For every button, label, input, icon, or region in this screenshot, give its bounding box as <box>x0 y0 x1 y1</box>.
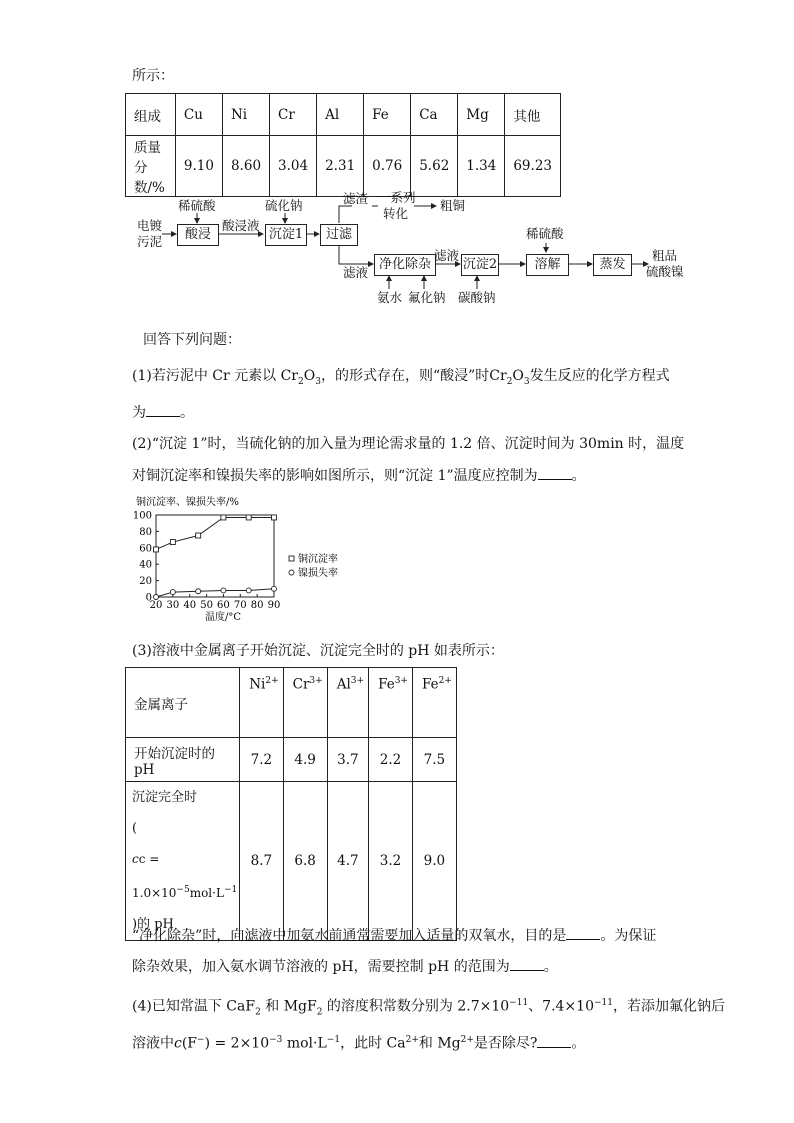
data-point-square <box>246 515 251 520</box>
sodium-sulfide-label: 硫化钠 <box>265 198 303 213</box>
series-label-1: 一系列 <box>378 190 416 205</box>
q4-exp: 2+ <box>405 1035 419 1045</box>
q3-after-text: 。 <box>543 959 558 975</box>
y-tick-label: 20 <box>139 576 152 588</box>
ph-table <box>125 667 457 941</box>
legend-label: 镍损失率 <box>298 568 338 579</box>
composition-cell: Cu <box>175 94 222 136</box>
y-tick-label: 40 <box>139 559 152 571</box>
ion-cell <box>369 668 413 738</box>
q3-after-text: “净化除杂”时，向滤液中加氨水前通常需要加入适量的双氧水，目的是 <box>132 928 567 944</box>
q4-text: 的溶度积常数分别为 2.7×10 <box>322 998 510 1015</box>
filtrate2-label: 滤液 <box>434 248 460 263</box>
y-tick-label: 0 <box>145 592 152 604</box>
ion-cell <box>412 668 456 738</box>
x-tick-label: 60 <box>217 600 230 611</box>
ph-cell: 4.9 <box>283 738 327 782</box>
data-point-square <box>170 540 175 545</box>
q4-exp: −1 <box>326 1035 341 1045</box>
conc-unit: mol·L <box>189 886 224 900</box>
dilute-acid2-label: 稀硫酸 <box>526 226 564 241</box>
q4-text: ) = 2×10 <box>204 1035 270 1052</box>
q1-line1 <box>132 366 670 392</box>
x-tick-label: 40 <box>183 600 197 611</box>
data-point-square <box>272 515 277 520</box>
legend-marker-square <box>289 556 294 561</box>
data-point-circle <box>170 590 175 595</box>
residue-label: 滤渣 <box>343 191 369 206</box>
ion-symbol: Fe <box>378 676 395 693</box>
precip2-box: 沉淀2 <box>461 254 499 276</box>
answer-blank[interactable] <box>566 925 600 940</box>
composition-cell: 质量分数/% <box>126 136 176 197</box>
y-axis-label: 铜沉淀率、镍损失率/% <box>136 497 239 508</box>
composition-cell: 其他 <box>505 94 561 136</box>
x-tick-label: 70 <box>233 600 247 611</box>
composition-cell: 3.04 <box>270 136 317 197</box>
q4-text: 是否除尽? <box>473 1035 538 1052</box>
ion-cell <box>240 668 283 738</box>
composition-cell: 9.10 <box>175 136 222 197</box>
answer-blank[interactable] <box>146 402 180 417</box>
ph-start-label: 开始沉淀时的 pH <box>126 738 240 782</box>
sludge-label-2: 污泥 <box>137 234 163 249</box>
formula-cr2o3: $Cr_2O_3$ <box>489 368 530 387</box>
q4-text: (F <box>181 1035 198 1052</box>
x-tick-label: 30 <box>166 600 180 611</box>
q3-intro: (3)溶液中金属离子开始沉淀、沉淀完全时的 pH 如表所示： <box>132 643 504 659</box>
y-tick-label: 60 <box>139 543 152 555</box>
x-tick-label: 90 <box>267 600 281 611</box>
composition-cell: 1.34 <box>458 136 505 197</box>
q4-text: mol·L <box>282 1035 327 1052</box>
data-point-circle <box>221 588 226 593</box>
subscript: 2 <box>316 1007 323 1018</box>
composition-cell: Mg <box>458 94 505 136</box>
filtrate1-label: 滤液 <box>343 265 369 280</box>
complete-label-line: ( <box>132 821 138 836</box>
ion-symbol: Ni <box>249 676 266 693</box>
ph-cell: 7.2 <box>240 738 283 782</box>
answer-blank[interactable] <box>537 1033 571 1048</box>
ion-symbol: Al <box>336 676 351 693</box>
data-point-circle <box>272 586 277 591</box>
q3-after-text: 。为保证 <box>600 928 657 944</box>
composition-cell: Ni <box>222 94 269 136</box>
q4-text: c <box>174 1035 182 1052</box>
composition-cell: Cr <box>270 94 317 136</box>
q2-line2 <box>132 465 586 486</box>
precip1-box: 沉淀1 <box>265 224 307 246</box>
composition-cell: 组成 <box>126 94 176 136</box>
data-point-circle <box>196 589 201 594</box>
q4-exp: −3 <box>269 1035 283 1045</box>
composition-cell: 69.23 <box>505 136 561 197</box>
ph-cell: 6.8 <box>283 782 327 941</box>
q4-line1 <box>132 993 725 1022</box>
purify-box: 净化除杂 <box>374 254 436 276</box>
filter-box: 过滤 <box>320 224 358 246</box>
conc-value: c = 1.0×10 <box>132 852 177 900</box>
composition-cell: 8.60 <box>222 136 269 197</box>
q4-text: 和 Mg <box>418 1035 461 1052</box>
sludge-label-1: 电镀 <box>137 218 163 233</box>
composition-cell: Fe <box>364 94 411 136</box>
q3-after-text: 除杂效果，加入氨水调节溶液的 pH，需要控制 pH 的范围为 <box>132 959 510 975</box>
ion-symbol: Fe <box>421 676 439 693</box>
sodium-carbonate-label: 碳酸钠 <box>458 290 496 305</box>
composition-cell: 5.62 <box>411 136 458 197</box>
product-label-2: 硫酸镍 <box>646 264 684 279</box>
q1-text-c: 发生反应的化学方程式 <box>529 368 670 384</box>
evaporate-box: 蒸发 <box>593 254 632 276</box>
ph-cell: 3.2 <box>369 782 413 941</box>
ion-charge: 2+ <box>265 676 279 686</box>
q4-exp: − <box>197 1035 205 1045</box>
product-label-1: 粗品 <box>652 248 678 263</box>
data-point-square <box>196 533 201 538</box>
q4-exp: 2+ <box>460 1035 474 1045</box>
legend-marker-circle <box>289 570 294 575</box>
ph-cell: 7.5 <box>412 738 456 782</box>
ph-cell: 3.7 <box>327 738 368 782</box>
sodium-fluoride-label: 氟化钠 <box>408 290 446 305</box>
composition-cell: Ca <box>411 94 458 136</box>
q4-text: ，此时 Ca <box>340 1035 406 1052</box>
x-tick-label: 80 <box>250 600 264 611</box>
ion-symbol: Cr <box>292 676 310 693</box>
q4-exp: −11 <box>509 998 529 1008</box>
questions-prompt: 回答下列问题： <box>143 332 241 348</box>
composition-cell: 0.76 <box>364 136 411 197</box>
ion-charge: 2+ <box>438 676 452 686</box>
ion-cell <box>283 668 327 738</box>
q4-line2 <box>132 1030 585 1054</box>
acid-liquor-label: 酸浸液 <box>222 218 260 233</box>
data-point-square <box>221 515 226 520</box>
intro-label: 所示： <box>132 68 174 84</box>
q1-line2 <box>132 402 194 423</box>
complete-label-line: )的 pH <box>132 917 174 932</box>
ph-cell: 2.2 <box>369 738 413 782</box>
ph-cell: 9.0 <box>412 782 456 941</box>
crude-copper-label: 粗铜 <box>440 198 466 213</box>
answer-blank[interactable] <box>538 465 572 480</box>
ph-cell: 8.7 <box>240 782 283 941</box>
ion-charge: 3+ <box>394 676 408 686</box>
q4-text: 、7.4×10 <box>528 998 594 1015</box>
q4-text: 和 MgF <box>260 998 317 1015</box>
ion-charge: 3+ <box>309 676 323 686</box>
dilute-acid-label: 稀硫酸 <box>178 198 216 213</box>
data-point-circle <box>154 595 159 600</box>
acid-leach-box: 酸浸 <box>177 224 219 246</box>
q1-text-b: ，的形式存在，则“酸浸”时 <box>320 368 490 384</box>
plot-frame <box>156 515 274 597</box>
ph-cell: 4.7 <box>327 782 368 941</box>
legend-label: 铜沉淀率 <box>298 554 338 565</box>
q2-end: 。 <box>571 468 586 484</box>
ph-start-row <box>126 738 457 782</box>
q1-text-a: (1)若污泥中 Cr 元素以 <box>132 368 277 384</box>
y-tick-label: 80 <box>139 526 152 538</box>
q1-end: 。 <box>180 405 194 421</box>
q3-after-line2 <box>132 956 558 977</box>
ion-charge: 3+ <box>350 676 365 686</box>
composition-cell: Al <box>317 94 364 136</box>
x-axis-label: 温度/°C <box>204 612 242 623</box>
subscript: 2 <box>255 1007 261 1018</box>
x-tick-label: 50 <box>200 600 213 611</box>
ph-complete-row <box>126 782 457 941</box>
q1-text-d: 为 <box>132 405 146 421</box>
temperature-chart <box>132 495 376 627</box>
x-tick-label: 20 <box>149 600 163 611</box>
q4-text: ，若添加氟化钠后 <box>612 998 725 1015</box>
ph-header-label: 金属离子 <box>126 668 240 738</box>
data-point-circle <box>246 588 251 593</box>
q4-end: 。 <box>571 1035 586 1052</box>
q2-text: 对铜沉淀率和镍损失率的影响如图所示，则“沉淀 1”温度应控制为 <box>132 468 538 484</box>
y-tick-label: 100 <box>132 510 152 522</box>
ammonia-label: 氨水 <box>377 290 403 305</box>
ph-complete-label <box>126 782 240 941</box>
dissolve-box: 溶解 <box>526 254 569 276</box>
complete-label-line: cc = $1.0\times 10^{-5}mol\cdot L^{-1}$ <box>132 852 238 900</box>
q4-text: 溶液中 <box>132 1035 174 1052</box>
conc-unit-exp: −1 <box>223 885 238 895</box>
formula-cr2o3: $Cr_2O_3$ <box>280 368 321 387</box>
composition-cell: 2.31 <box>317 136 364 197</box>
series-label-2: 转化 <box>383 206 409 221</box>
q2-line1: (2)“沉淀 1”时，当硫化钠的加入量为理论需求量的 1.2 倍、沉淀时间为 30min 时，温度 <box>132 436 685 452</box>
q3-after-line1 <box>132 925 656 946</box>
q4-text: (4)已知常温下 CaF <box>132 998 256 1015</box>
ph-header-row <box>126 668 457 738</box>
q4-exp: −11 <box>593 998 613 1008</box>
ion-cell <box>327 668 368 738</box>
conc-exp: −5 <box>176 885 190 895</box>
data-point-square <box>154 547 159 552</box>
complete-label-line: 沉淀完全时 <box>132 790 198 805</box>
answer-blank[interactable] <box>510 956 544 971</box>
